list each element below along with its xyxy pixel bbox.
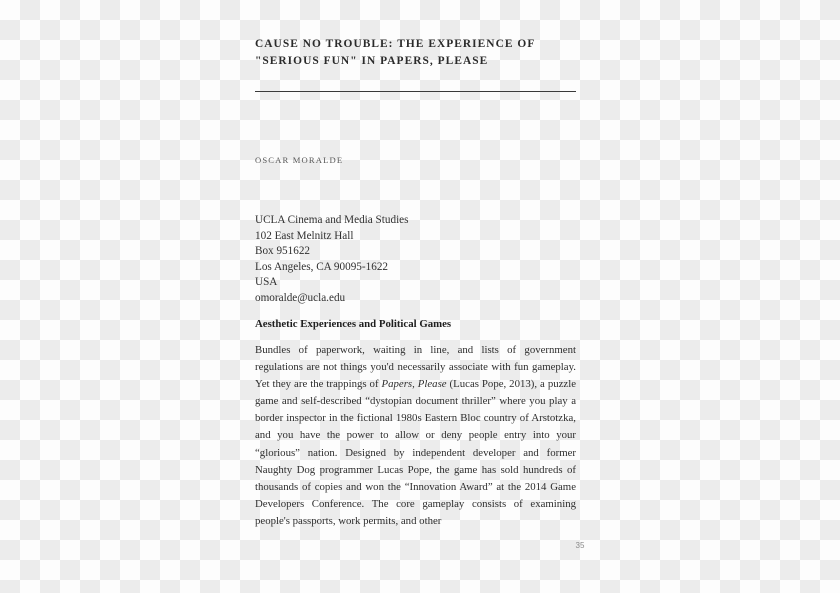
author-email: omoralde@ucla.edu <box>255 291 346 304</box>
affiliation-line: 102 East Melnitz Hall <box>255 229 354 242</box>
affiliation-line: USA <box>255 276 278 289</box>
affiliation-block <box>255 213 576 307</box>
affiliation-line: Box 951622 <box>255 245 311 258</box>
author-name: OSCAR MORALDE <box>255 155 344 165</box>
text-column <box>255 0 576 593</box>
section-heading: Aesthetic Experiences and Political Games <box>255 318 452 330</box>
page-title: CAUSE NO TROUBLE: THE EXPERIENCE OF "SERIOUS FUN" IN PAPERS, PLEASE <box>255 38 535 67</box>
page-number: 35 <box>575 541 585 550</box>
title-divider <box>255 91 576 92</box>
body-paragraph: Bundles of paperwork, waiting in line, and lists of government regulations are not things you'd necessarily associate with fun gameplay. Yet they are the trappings of Papers, Please (Lucas Pope, 2013), a puzzle game and self-described “dystopian document thriller” where you play a border inspector in the fictional 1980s Eastern Bloc country of Arstotzka, and you have the power to allow or deny people entry into your “glorious” nation. Designed by independent developer and former Naughty Dog programmer Lucas Pope, the game has sold hundreds of thousands of copies and won the “Innovation Award” at the 2014 Game Developers Conference. The core gameplay consists of examining people's passports, work permits, and other <box>255 344 576 527</box>
affiliation-line: Los Angeles, CA 90095-1622 <box>255 260 389 273</box>
affiliation-line: UCLA Cinema and Media Studies <box>255 214 409 226</box>
